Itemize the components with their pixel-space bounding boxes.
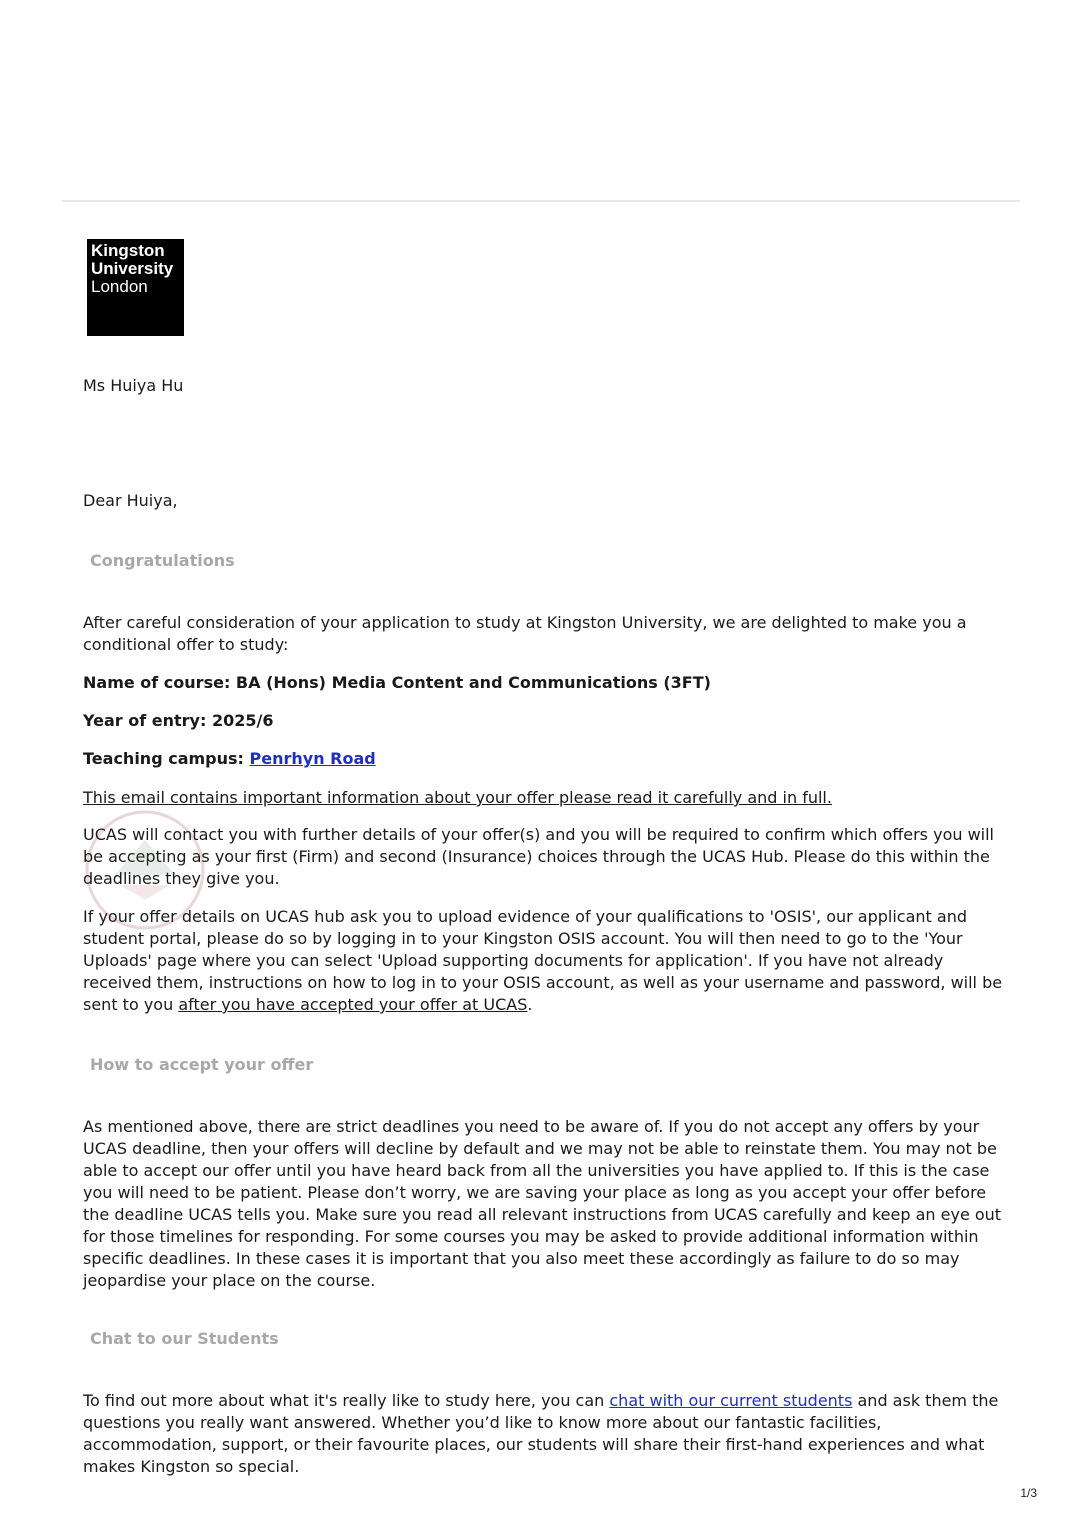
section-heading-congratulations: Congratulations	[90, 551, 235, 570]
campus-label: Teaching campus:	[83, 749, 244, 768]
course-value: BA (Hons) Media Content and Communications (3FT)	[235, 673, 711, 692]
course-label: Name of course:	[83, 673, 231, 692]
osis-end: .	[527, 995, 533, 1014]
page-number: 1/3	[1020, 1486, 1037, 1500]
osis-underlined-text: after you have accepted your offer at UCAS	[178, 995, 528, 1014]
osis-paragraph	[83, 906, 1013, 1016]
greeting: Dear Huiya,	[83, 491, 178, 510]
logo-line-3: London	[91, 277, 148, 296]
year-line	[83, 710, 273, 732]
osis-text: If your offer details on UCAS hub ask you to upload evidence of your qualifications to 'OSIS', our applicant and student portal, please do so by logging in to your Kingston OSIS account. You will then need to go to the 'Your Uploads' page where you can select 'Upload supporting documents for application'. If you have not already received them, instructions on how to log in to your OSIS account, as well as your username and password, will be sent to you	[83, 907, 1003, 1014]
header-divider	[62, 200, 1020, 202]
campus-link[interactable]: Penrhyn Road	[249, 749, 376, 768]
university-logo	[87, 239, 184, 336]
logo-line-1: Kingston	[91, 241, 165, 260]
section-heading-chat: Chat to our Students	[90, 1329, 279, 1348]
campus-line	[83, 748, 376, 770]
chat-paragraph	[83, 1390, 1013, 1478]
recipient-name: Ms Huiya Hu	[83, 376, 184, 395]
accept-paragraph: As mentioned above, there are strict deadlines you need to be aware of. If you do not accept any offers by your UCAS deadline, then your offers will decline by default and we may not be able to reinstate them. You may not be able to accept our offer until you have heard back from all the universities you have applied to. If this is the case you will need to be patient. Please don’t worry, we are saving your place as long as you accept your offer before the deadline UCAS tells you. Make sure you read all relevant instructions from UCAS carefully and keep an eye out for those timelines for responding. For some courses you may be asked to provide additional information within specific deadlines. In these cases it is important that you also meet these accordingly as failure to do so may jeopardise your place on the course.	[83, 1117, 1002, 1290]
year-value: 2025/6	[211, 711, 274, 730]
logo-line-2: University	[91, 259, 174, 278]
important-note: This email contains important information about your offer please read it carefully and in full.	[83, 788, 832, 807]
section-heading-accept: How to accept your offer	[90, 1055, 314, 1074]
offer-intro: After careful consideration of your application to study at Kingston University, we are delighted to make you a conditional offer to study:	[83, 613, 967, 654]
course-line	[83, 672, 711, 694]
chat-text-end: and ask them the questions you really want answered. Whether you’d like to know more about our fantastic facilities, accommodation, support, or their favourite places, our students will share their first-hand experiences and what makes Kingston so special.	[83, 1391, 999, 1476]
year-label: Year of entry:	[83, 711, 207, 730]
ucas-paragraph: UCAS will contact you with further details of your offer(s) and you will be required to confirm which offers you will be accepting as your first (Firm) and second (Insurance) choices through the UCAS Hub. Please do this within the deadlines they give you.	[83, 825, 994, 888]
chat-text-start: To find out more about what it's really like to study here, you can	[83, 1391, 610, 1410]
chat-students-link[interactable]: chat with our current students	[609, 1391, 853, 1410]
